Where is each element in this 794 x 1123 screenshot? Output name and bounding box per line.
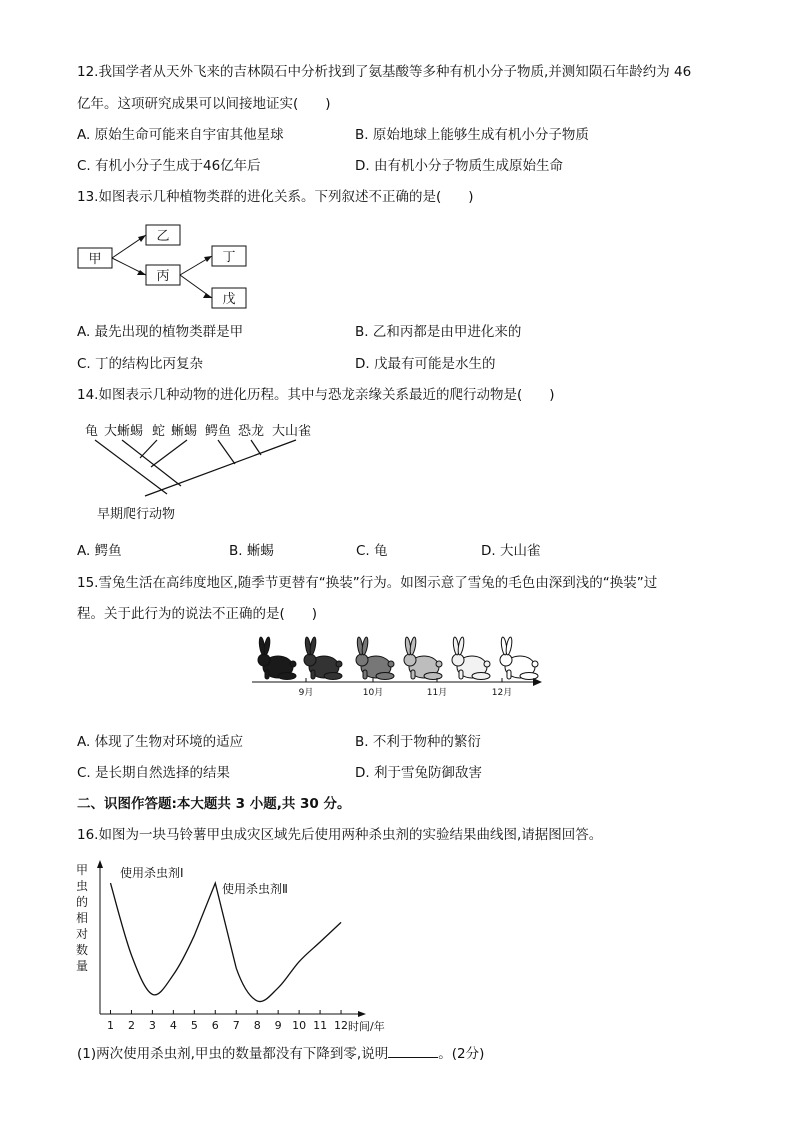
- q13-stem: 13.如图表示几种植物类群的进化关系。下列叙述不正确的是( ): [77, 189, 474, 205]
- y-axis-label-char: 虫: [75, 879, 89, 893]
- q16-stem: 16.如图为一块马铃薯甲虫成灾区域先后使用两种杀虫剂的实验结果曲线图,请据图回答。: [77, 827, 603, 843]
- section-2-heading: 二、识图作答题:本大题共 3 小题,共 30 分。: [77, 796, 351, 812]
- month-sep: 9月: [298, 688, 314, 698]
- taxon-great-tit: 大山雀: [272, 424, 312, 439]
- taxon-lizard: 蜥蜴: [171, 424, 198, 439]
- q12-option-d: D. 由有机小分子物质生成原始生命: [355, 158, 563, 174]
- x-tick-label: 9: [274, 1019, 282, 1032]
- node-bing: 丙: [156, 269, 170, 284]
- q16-beetle-population-chart: [70, 852, 390, 1037]
- x-tick-label: 5: [190, 1019, 198, 1032]
- q13-option-b: B. 乙和丙都是由甲进化来的: [355, 324, 522, 340]
- x-tick-label: 2: [127, 1019, 135, 1032]
- q13-option-d: D. 戊最有可能是水生的: [355, 356, 496, 372]
- q15-option-c: C. 是长期自然选择的结果: [77, 765, 231, 781]
- q12-stem-line2: 亿年。这项研究成果可以间接地证实( ): [77, 96, 331, 112]
- node-ding: 丁: [222, 250, 236, 265]
- y-axis-label-char: 量: [75, 959, 89, 973]
- taxon-dinosaur: 恐龙: [238, 424, 265, 439]
- hare-icon-1: [258, 637, 296, 680]
- month-oct: 10月: [362, 688, 384, 698]
- hare-icon-4: [404, 637, 442, 680]
- x-tick-label: 3: [148, 1019, 156, 1032]
- q12-option-c: C. 有机小分子生成于46亿年后: [77, 158, 261, 174]
- x-axis-label: 时间/年: [348, 1020, 385, 1033]
- hare-icon-2: [304, 637, 342, 680]
- q16-sub1-text: (1)两次使用杀虫剂,甲虫的数量都没有下降到零,说明: [77, 1046, 389, 1062]
- q15-option-a: A. 体现了生物对环境的适应: [77, 734, 244, 750]
- taxon-crocodile: 鳄鱼: [205, 424, 232, 439]
- x-tick-label: 6: [211, 1019, 219, 1032]
- q14-option-d: D. 大山雀: [481, 543, 541, 559]
- y-axis-label-char: 数: [75, 943, 89, 957]
- y-axis-label-char: 对: [75, 927, 89, 941]
- q14-stem: 14.如图表示几种动物的进化历程。其中与恐龙亲缘关系最近的爬行动物是( ): [77, 387, 555, 403]
- hare-icon-3: [356, 637, 394, 680]
- beetle-population-line: [110, 883, 341, 1001]
- q14-option-c: C. 龟: [356, 543, 388, 559]
- y-axis-label-char: 甲: [75, 863, 89, 877]
- q15-snowshoe-hare-figure: [250, 628, 550, 700]
- q15-stem-line1: 15.雪兔生活在高纬度地区,随季节更替有“换装”行为。如图示意了雪兔的毛色由深到浅的“换装”过: [77, 575, 658, 591]
- node-wu: 戊: [222, 292, 236, 307]
- q13-option-c: C. 丁的结构比丙复杂: [77, 356, 204, 372]
- x-tick-label: 12: [334, 1019, 349, 1032]
- q14-option-a: A. 鳄鱼: [77, 543, 122, 559]
- q16-sub1-answer-blank[interactable]: [388, 1045, 438, 1058]
- taxon-tuatara: 大蜥蜴: [104, 424, 144, 439]
- q15-stem-line2: 程。关于此行为的说法不正确的是( ): [77, 606, 318, 622]
- x-tick-label: 7: [232, 1019, 240, 1032]
- q12-option-a: A. 原始生命可能来自宇宙其他星球: [77, 127, 284, 143]
- q16-sub1: [77, 1045, 484, 1063]
- month-dec: 12月: [491, 688, 513, 698]
- taxon-turtle: 龟: [85, 424, 99, 439]
- q16-sub1-points: 。(2分): [438, 1046, 485, 1062]
- tree-root-label: 早期爬行动物: [97, 507, 176, 522]
- q13-option-a: A. 最先出现的植物类群是甲: [77, 324, 244, 340]
- annotation-pesticide-1: 使用杀虫剂Ⅰ: [120, 866, 184, 880]
- x-tick-label: 8: [253, 1019, 261, 1032]
- q14-option-b: B. 蜥蜴: [229, 543, 274, 559]
- y-axis-label-char: 相: [75, 911, 89, 925]
- q13-evolution-diagram: [70, 215, 270, 315]
- q12-stem-line1: 12.我国学者从天外飞来的吉林陨石中分析找到了氨基酸等多种有机小分子物质,并测知陨石年龄约为 46: [77, 64, 692, 80]
- hare-icon-6: [500, 637, 538, 680]
- node-jia: 甲: [88, 252, 102, 267]
- x-tick-label: 10: [292, 1019, 307, 1032]
- q15-option-b: B. 不利于物种的繁衍: [355, 734, 481, 750]
- taxon-snake: 蛇: [152, 424, 166, 439]
- annotation-pesticide-2: 使用杀虫剂Ⅱ: [222, 882, 288, 896]
- q15-option-d: D. 利于雪兔防御敌害: [355, 765, 482, 781]
- x-tick-label: 11: [313, 1019, 328, 1032]
- hare-icon-5: [452, 637, 490, 680]
- x-axis-arrow: [358, 1011, 366, 1017]
- y-axis-arrow: [97, 860, 103, 868]
- y-axis-label-char: 的: [75, 895, 89, 909]
- node-yi: 乙: [156, 229, 170, 244]
- x-tick-label: 4: [169, 1019, 177, 1032]
- q12-option-b: B. 原始地球上能够生成有机小分子物质: [355, 127, 589, 143]
- y-axis-label: [76, 863, 88, 973]
- x-tick-label: 1: [106, 1019, 114, 1032]
- month-nov: 11月: [426, 688, 448, 698]
- q14-phylogenetic-tree: [75, 418, 335, 528]
